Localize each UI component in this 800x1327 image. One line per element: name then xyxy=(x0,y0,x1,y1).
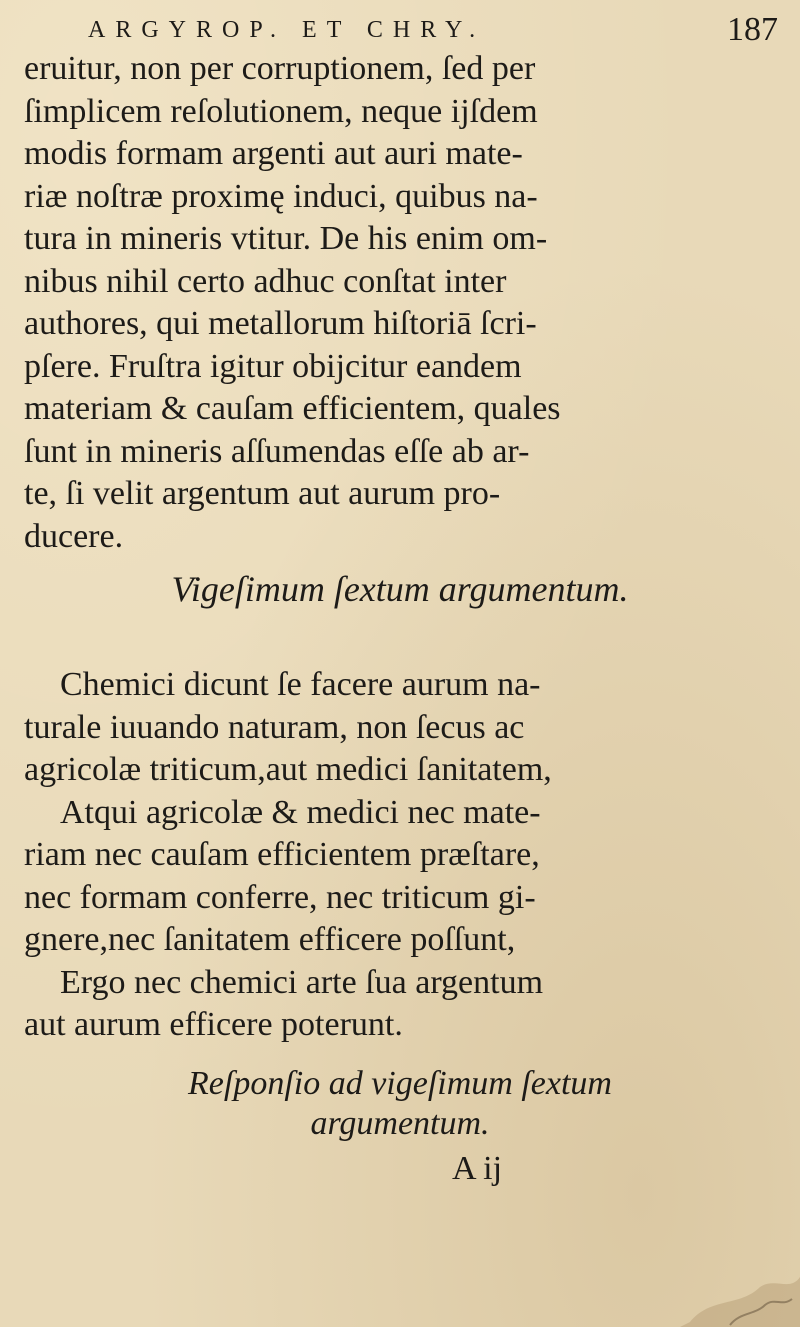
paragraph-2 xyxy=(24,664,784,1047)
text-line: nibus nihil certo adhuc conſtat inter xyxy=(24,262,507,300)
text-line: materiam & cauſam efficientem, quales xyxy=(24,390,561,427)
text-line: Atqui agricolæ & medici nec mate- xyxy=(60,793,541,831)
text-line: riam nec cauſam efficientem præſtare, xyxy=(24,836,540,873)
text-line: riæ noſtræ proximę induci, quibus na- xyxy=(24,177,538,215)
paragraph-1 xyxy=(24,48,784,558)
text-line: ſimplicem reſolutionem, neque ijſdem xyxy=(24,92,538,130)
text-line: Ergo nec chemici arte ſua argentum xyxy=(60,963,544,1001)
text-line: authores, qui metallorum hiſtoriā ſcri- xyxy=(24,305,537,342)
text-line: tura in mineris vtitur. De his enim om- xyxy=(24,220,548,257)
section-heading: Vigeſimum ſextum argumentum. xyxy=(171,569,629,609)
text-line: modis formam argenti aut auri mate- xyxy=(24,135,523,172)
text-line: nec formam conferre, nec triticum gi- xyxy=(24,878,536,916)
text-line: turale iuuando naturam, non ſecus ac xyxy=(24,708,525,746)
text-line: ſunt in mineris aſſumendas eſſe ab ar- xyxy=(24,432,530,470)
page-number: 187 xyxy=(727,11,778,48)
text-line: ducere. xyxy=(24,517,124,555)
text-line: agricolæ triticum,aut medici ſanitatem, xyxy=(24,751,552,788)
text-line: pſere. Fruſtra igitur obijcitur eandem xyxy=(24,347,522,385)
running-head xyxy=(88,12,778,48)
signature-mark: A ij xyxy=(452,1150,503,1187)
text-line: eruitur, non per corruptionem, ſed per xyxy=(24,50,536,87)
text-line: te, ſi velit argentum aut aurum pro- xyxy=(24,475,501,512)
text-line: Chemici dicunt ſe facere aurum na- xyxy=(60,666,541,703)
text-line: aut aurum efficere poterunt. xyxy=(24,1006,403,1043)
text-line: gnere,nec ſanitatem efficere poſſunt, xyxy=(24,921,516,958)
running-title: ARGYROP. ET CHRY. xyxy=(88,17,486,43)
paper-stain xyxy=(670,1237,800,1327)
response-heading-line-1: Reſponſio ad vigeſimum ſextum xyxy=(188,1065,612,1102)
response-heading-line-2: argumentum. xyxy=(310,1105,490,1142)
